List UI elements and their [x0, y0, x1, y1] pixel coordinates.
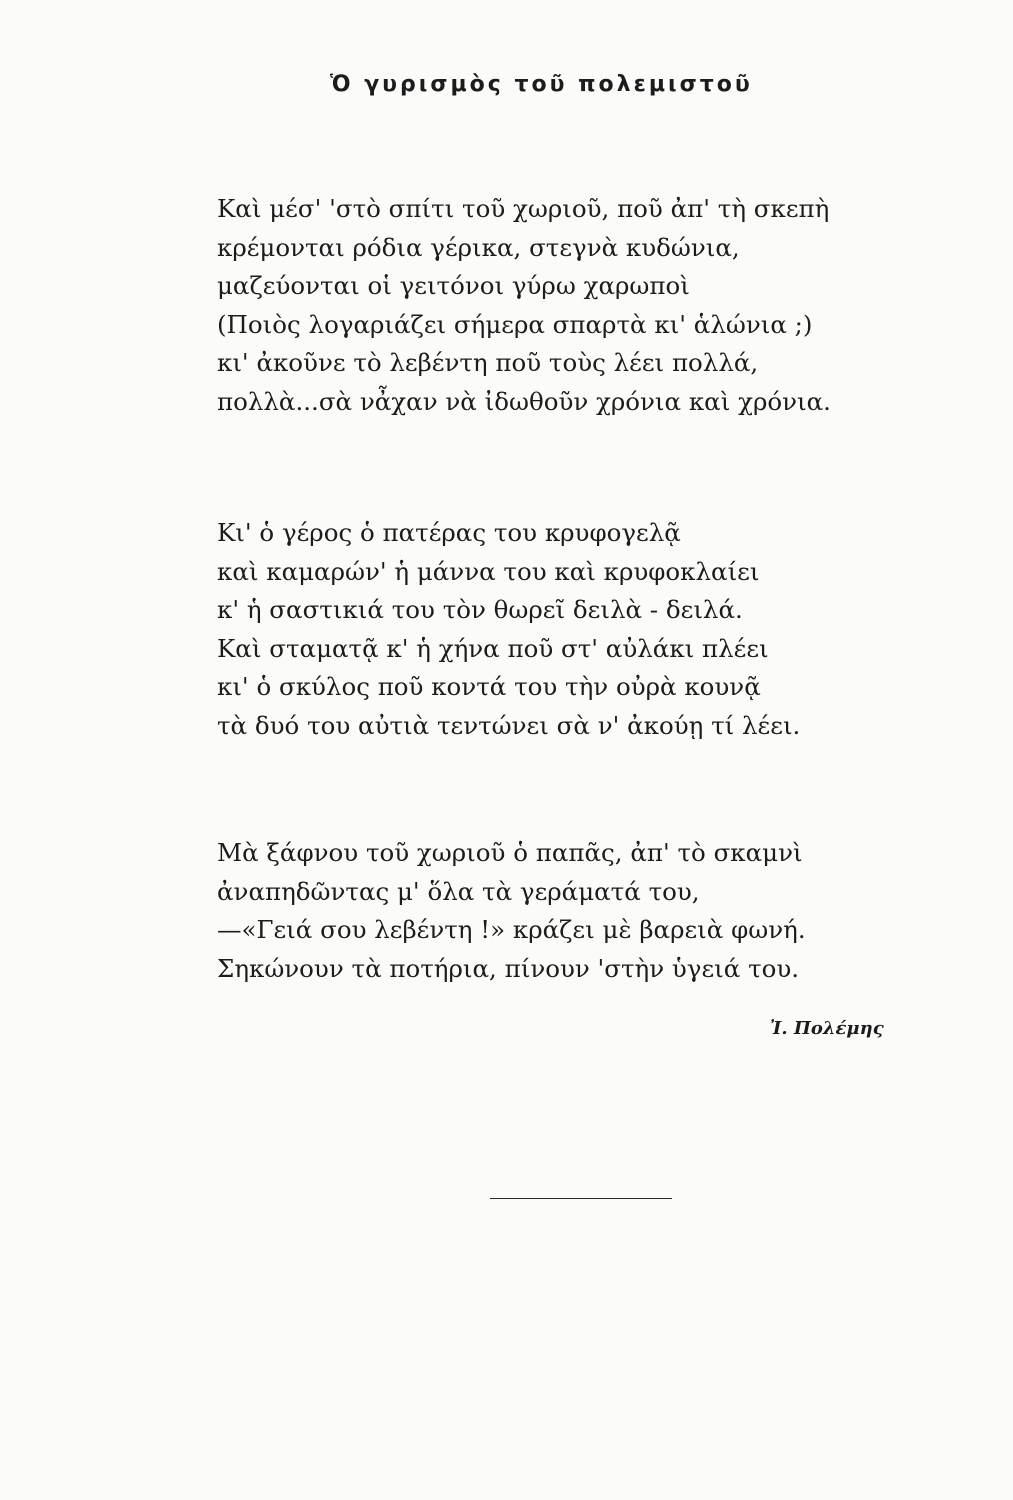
- poem-line: (Ποιὸς λογαριάζει σήμερα σπαρτὰ κι' ἁλώνια ;): [217, 309, 813, 339]
- poem-line: Μὰ ξάφνου τοῦ χωριοῦ ὁ παπᾶς, ἀπ' τὸ σκαμνὶ: [217, 838, 803, 867]
- poem-line: μαζεύονται οἱ γειτόνοι γύρω χαρωποὶ: [217, 271, 690, 301]
- poem-line: κι' ἀκοῦνε τὸ λεβέντη ποῦ τοὺς λέει πολλά,: [217, 348, 759, 378]
- poem-line: πολλὰ...σὰ νἆχαν νὰ ἰδωθοῦν χρόνια καὶ χρόνια.: [217, 386, 831, 416]
- poem-line: —«Γειά σου λεβέντη !» κράζει μὲ βαρειὰ φωνή.: [217, 915, 806, 945]
- poem-line: ἀναπηδῶντας μ' ὅλα τὰ γεράματά του,: [217, 876, 700, 906]
- poem-line: Καὶ σταματᾷ κ' ἡ χήνα ποῦ στ' αὐλάκι πλέει: [217, 633, 769, 663]
- poem-line: κι' ὁ σκύλος ποῦ κοντά του τὴν οὐρὰ κουνᾷ: [217, 672, 761, 702]
- poem-line: κ' ἡ σαστικιά του τὸν θωρεῖ δειλὰ - δειλά.: [217, 595, 743, 625]
- poem-line: καὶ καμαρών' ἡ μάννα του καὶ κρυφοκλαίει: [217, 556, 760, 586]
- horizontal-rule: [490, 1198, 672, 1199]
- author-signature: Ἰ. Πολέμης: [770, 1018, 884, 1039]
- poem-title: Ὁ γυρισμὸς τοῦ πολεμιστοῦ: [330, 72, 753, 97]
- stanza-3: [217, 834, 897, 988]
- stanza-1: [217, 190, 897, 422]
- stanza-2: [217, 514, 897, 746]
- poem-line: Καὶ μέσ' 'στὸ σπίτι τοῦ χωριοῦ, ποῦ ἀπ' τὴ σκεπὴ: [217, 194, 830, 223]
- poem-line: Κι' ὁ γέρος ὁ πατέρας του κρυφογελᾷ: [217, 518, 681, 547]
- poem-line: Σηκώνουν τὰ ποτήρια, πίνουν 'στὴν ὑγειά του.: [217, 953, 800, 983]
- poem-line: κρέμονται ρόδια γέρικα, στεγνὰ κυδώνια,: [217, 232, 740, 262]
- poem-line: τὰ δυό του αὐτιὰ τεντώνει σὰ ν' ἀκούῃ τί λέει.: [217, 710, 801, 740]
